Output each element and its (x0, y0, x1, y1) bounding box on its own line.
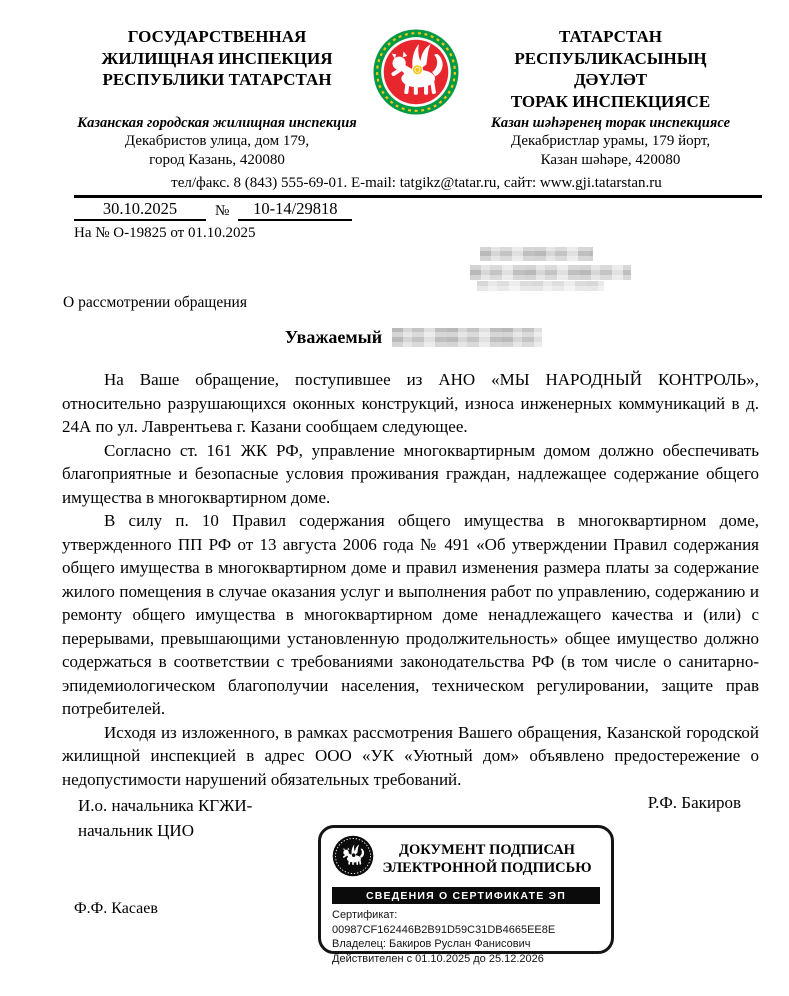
stamp-owner: Владелец: Бакиров Руслан Фанисович (332, 938, 531, 950)
org-subtitle-russian: Казанская городская жилищная инспекция (77, 115, 357, 131)
electronic-signature-stamp (318, 825, 614, 965)
letter-body (62, 368, 759, 791)
number-sign: № (215, 203, 230, 219)
body-paragraph: Согласно ст. 161 ЖК РФ, управление многоквартирным домом должно обеспечивать благоприятные и безопасные условия проживания граждан, надлежащее содержание общего имущества в многоквартирном доме. (62, 440, 759, 507)
tatarstan-coat-of-arms-icon (368, 26, 464, 170)
org-address-line: Казан шәһәре, 420080 (540, 152, 681, 168)
org-address-line: Декабристлар урамы, 179 йорт, (510, 133, 711, 149)
org-block-russian (66, 26, 368, 170)
org-title-line: РЕСПУБЛИКАСЫНЫҢ (514, 48, 707, 68)
org-address-line: город Казань, 420080 (149, 152, 285, 168)
executor-name: Ф.Ф. Касаев (74, 900, 158, 917)
reply-reference: На № О-19825 от 01.10.2025 (74, 225, 256, 241)
org-title-tatar (464, 26, 757, 113)
redacted-recipient-line-2 (470, 265, 631, 280)
stamp-certificate-bar: СВЕДЕНИЯ О СЕРТИФИКАТЕ ЭП (332, 887, 600, 904)
redacted-recipient-name (392, 328, 542, 347)
org-title-russian (66, 26, 368, 113)
org-title-line: РЕСПУБЛИКИ ТАТАРСТАН (102, 70, 332, 89)
signer-position (78, 793, 252, 843)
stamp-title-line: ЭЛЕКТРОННОЙ ПОДПИСЬЮ (382, 859, 592, 876)
recipient-zone (0, 242, 789, 284)
contact-line: тел/факс. 8 (843) 555-69-01. E-mail: tatgikz@tatar.ru, сайт: www.gji.tatarstan.ru (171, 175, 662, 191)
org-block-tatar (464, 26, 757, 170)
body-paragraph: Исходя из изложенного, в рамках рассмотрения Вашего обращения, Казанской городской жилищной инспекцией в адрес ООО «УК «Уютный дом» объявлено предостережение о недопустимости нарушений обязательных требований. (62, 722, 759, 789)
greeting-salutation: Уважаемый (284, 327, 383, 347)
stamp-emblem-icon (332, 835, 374, 882)
redacted-recipient-line-1 (480, 247, 593, 261)
org-title-line: ТОРАК ИНСПЕКЦИЯСЕ (510, 91, 711, 111)
org-subtitle-tatar: Казан шәһәренең торак инспекциясе (490, 115, 731, 131)
header-divider (74, 195, 762, 198)
letterhead (0, 0, 789, 170)
signer-name: Р.Ф. Бакиров (647, 793, 741, 812)
org-address-line: Декабристов улица, дом 179, (124, 133, 310, 149)
signer-position-line: начальник ЦИО (78, 821, 194, 840)
body-paragraph: На Ваше обращение, поступившее из АНО «МЫ НАРОДНЫЙ КОНТРОЛЬ», относительно разрушающихся оконных конструкций, износа инженерных коммуникаций в д. 24А по ул. Лаврентьева г. Казани сообщаем следующее. (62, 370, 759, 436)
stamp-title (374, 841, 600, 877)
org-title-line: ТАТАРСТАН (559, 27, 662, 46)
stamp-certificate-details (332, 908, 600, 966)
org-title-line: ДӘҮЛӘТ (573, 70, 648, 89)
letter-date: 30.10.2025 (74, 199, 206, 221)
stamp-certificate-number: Сертификат: 00987CF162446B2B91D59C31DB4665EE8E (332, 909, 556, 936)
stamp-title-line: ДОКУМЕНТ ПОДПИСАН (399, 841, 575, 858)
subject-line: О рассмотрении обращения (63, 294, 247, 311)
stamp-validity: Действителен с 01.10.2025 до 25.12.2026 (332, 952, 544, 965)
reference-row (74, 199, 789, 221)
org-title-line: ГОСУДАРСТВЕННАЯ (127, 27, 307, 46)
redacted-recipient-line-3 (477, 281, 604, 291)
body-paragraph: В силу п. 10 Правил содержания общего имущества в многоквартирном доме, утвержденного ПП РФ от 13 августа 2006 года № 491 «Об утверждении Правил содержания общего имущества в многоквартирном доме и правил изменения размера платы за содержание жилого помещения в случае оказания услуг и выполнения работ по управлению, содержанию и ремонту общего имущества в многоквартирном доме ненадлежащего качества и (или) с перерывами, превышающими установленную продолжительность» общее имущество должно содержаться в соответствии с требованиями законодательства РФ (в том числе о санитарно-эпидемиологическом благополучии населения, техническом регулировании, защите прав потребителей. (62, 511, 759, 718)
letter-number: 10-14/29818 (238, 199, 352, 221)
greeting-row (0, 327, 789, 348)
signer-position-line: И.о. начальника КГЖИ- (78, 796, 253, 815)
org-title-line: ЖИЛИЩНАЯ ИНСПЕКЦИЯ (101, 48, 333, 68)
stamp-header (332, 835, 600, 882)
